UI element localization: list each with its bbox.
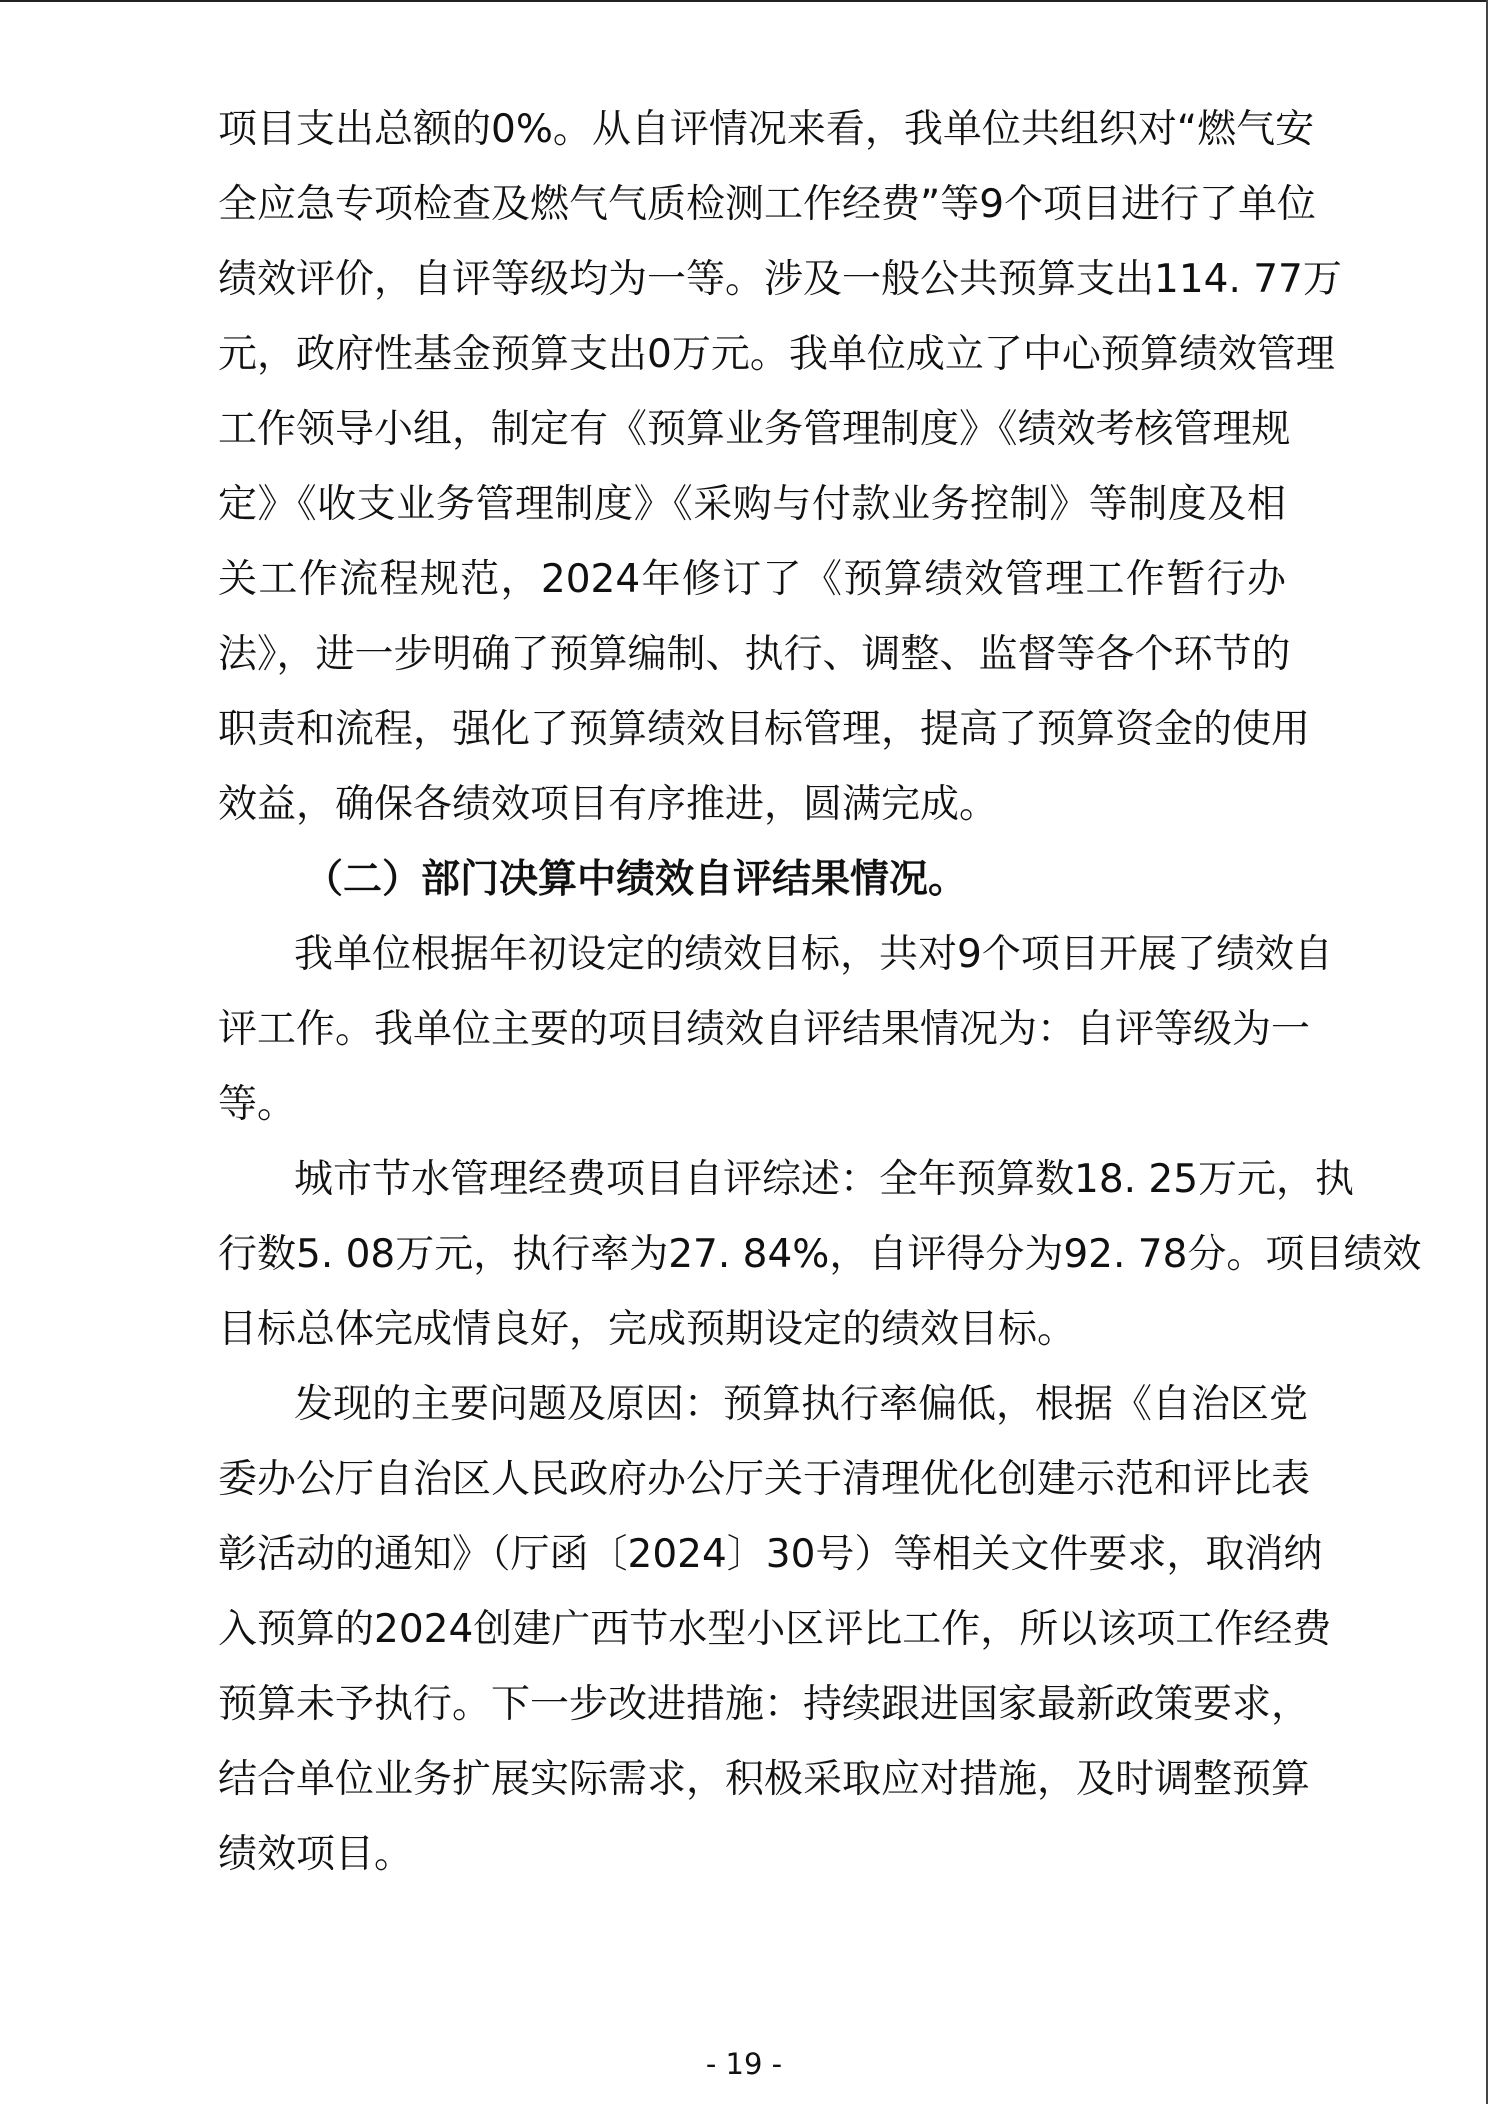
text-line: 发现的主要问题及原因：预算执行率偏低，根据《自治区党 [294,1382,1309,1427]
text-line: 项目支出总额的0%。从自评情况来看，我单位共组织对“燃气安 [218,107,1315,152]
text-line: 关工作流程规范，2024年修订了《预算绩效管理工作暂行办 [218,557,1286,602]
text-line: 绩效评价，自评等级均为一等。涉及一般公共预算支出114. 77万 [218,257,1342,302]
text-line: 行数5. 08万元，执行率为27. 84%，自评得分为92. 78分。项目绩效 [218,1232,1422,1277]
paragraph-project-evaluation [218,917,1333,1142]
text-line: 目标总体完成情良好，完成预期设定的绩效目标。 [218,1307,1077,1352]
text-line: 等。 [218,1082,297,1127]
text-line: 城市节水管理经费项目自评综述：全年预算数18. 25万元，执 [294,1157,1355,1202]
text-line: 评工作。我单位主要的项目绩效自评结果情况为：自评等级为一 [218,1007,1311,1052]
text-line: 全应急专项检查及燃气气质检测工作经费”等9个项目进行了单位 [218,182,1317,227]
text-line: 委办公厅自治区人民政府办公厅关于清理优化创建示范和评比表 [218,1457,1311,1502]
text-line: 定》《收支业务管理制度》《采购与付款业务控制》等制度及相 [218,482,1286,527]
text-line: 入预算的2024创建广西节水型小区评比工作，所以该项工作经费 [218,1607,1332,1652]
text-line: 绩效项目。 [218,1832,414,1877]
paragraph-self-evaluation-summary [218,92,1342,842]
text-line: 结合单位业务扩展实际需求，积极采取应对措施，及时调整预算 [218,1757,1311,1802]
paragraph-problems-and-measures [218,1367,1332,1892]
text-line: 彰活动的通知》（厅函〔2024〕30号）等相关文件要求，取消纳 [218,1532,1323,1577]
text-line: 效益，确保各绩效项目有序推进，圆满完成。 [218,782,999,827]
text-line: 预算未予执行。下一步改进措施：持续跟进国家最新政策要求， [218,1682,1311,1727]
document-body [218,92,1422,1892]
page-number: - 19 - [705,2047,783,2081]
text-line: 职责和流程，强化了预算绩效目标管理，提高了预算资金的使用 [218,707,1311,752]
text-line: 工作领导小组，制定有《预算业务管理制度》《绩效考核管理规 [218,407,1291,452]
paragraph-water-saving-project [218,1142,1422,1367]
top-border-line [0,0,1488,2]
text-line: 法》，进一步明确了预算编制、执行、调整、监督等各个环节的 [218,632,1291,677]
text-line: 我单位根据年初设定的绩效目标，共对9个项目开展了绩效自 [294,932,1333,977]
section-heading: （二）部门决算中绩效自评结果情况。 [304,857,968,902]
text-line: 元，政府性基金预算支出0万元。我单位成立了中心预算绩效管理 [218,332,1335,377]
